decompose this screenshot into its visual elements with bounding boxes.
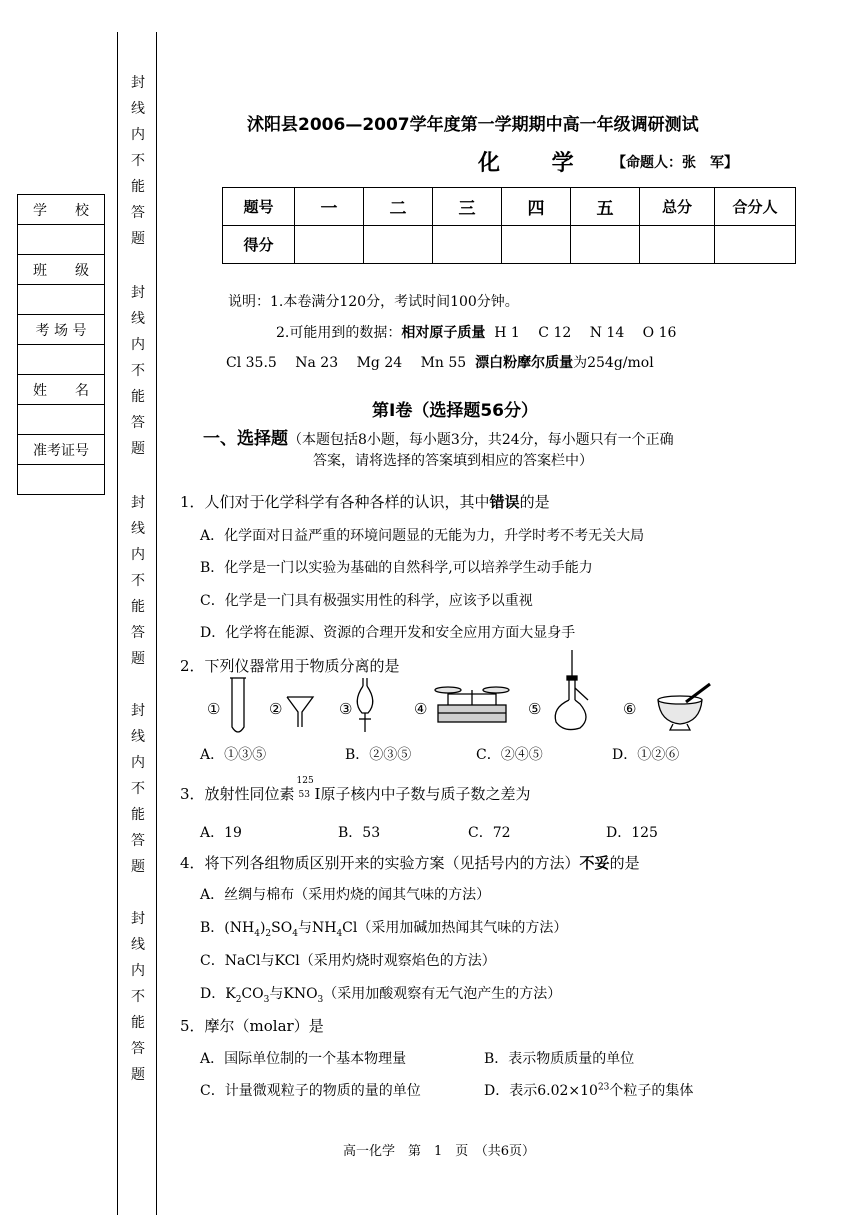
seal-char: 能: [131, 179, 145, 195]
score-input[interactable]: [295, 226, 364, 264]
formula-sub: 2: [235, 994, 242, 1005]
seal-char: 线: [131, 521, 145, 537]
formula-part: 与NH: [297, 920, 337, 936]
score-input[interactable]: [502, 226, 571, 264]
formula-part: Cl（采用加碱加热闻其气味的方法）: [342, 920, 568, 936]
student-info-box: [17, 194, 105, 495]
formula-part: B．(NH: [200, 920, 255, 936]
seal-char: 线: [131, 311, 145, 327]
seal-char: 线: [131, 101, 145, 117]
mass-number: 125: [296, 776, 314, 786]
q4-option-a[interactable]: A．丝绸与棉布（采用灼烧的闻其气味的方法）: [200, 887, 491, 903]
q2-label-1: ①: [207, 700, 221, 718]
seal-group: [128, 280, 148, 462]
seal-char: 内: [131, 337, 145, 353]
score-input[interactable]: [364, 226, 433, 264]
note-values: Cl 35.5 Na 23 Mg 24 Mn 55: [226, 355, 467, 371]
element-symbol: I: [314, 785, 321, 803]
seal-char: 线: [131, 937, 145, 953]
q3-option-c[interactable]: C．72: [468, 825, 511, 841]
q1-option-b[interactable]: B．化学是一门以实验为基础的自然科学,可以培养学生动手能力: [200, 560, 593, 576]
score-header-row: [223, 188, 796, 226]
seal-char: 答: [131, 1041, 145, 1057]
seal-char: 答: [131, 833, 145, 849]
score-cell: 总分: [640, 188, 715, 226]
q2-option-c[interactable]: C．②④⑤: [476, 747, 543, 763]
note-bold: 相对原子质量: [401, 325, 486, 341]
seal-char: 内: [131, 127, 145, 143]
name-label: 姓 名: [18, 375, 105, 405]
isotope-notation: [296, 776, 314, 800]
score-value-row: [223, 226, 796, 264]
q2-stem: 2．下列仪器常用于物质分离的是: [180, 657, 400, 675]
seal-group: [128, 490, 148, 672]
page-footer: 高一化学 第 1 页 （共6页）: [343, 1144, 536, 1159]
seal-char: 封: [131, 75, 145, 91]
seal-char: 不: [131, 363, 145, 379]
class-field[interactable]: [18, 285, 105, 315]
q5-option-d[interactable]: [484, 1080, 693, 1100]
seal-char: 封: [131, 285, 145, 301]
seal-char: 能: [131, 807, 145, 823]
funnel-icon: [287, 697, 313, 727]
seal-char: 题: [131, 231, 145, 247]
q4-option-c[interactable]: C．NaCl与KCl（采用灼烧时观察焰色的方法）: [200, 953, 496, 969]
formula-sub: 4: [292, 928, 298, 939]
q3-option-a[interactable]: A．19: [200, 825, 242, 841]
exam-room-field[interactable]: [18, 345, 105, 375]
q5-stem: 5．摩尔（molar）是: [180, 1017, 324, 1035]
seal-char: 能: [131, 389, 145, 405]
distillation-flask-icon: [555, 650, 588, 730]
author-line: 【命题人：张 军】: [612, 155, 738, 171]
formula-part: 与KNO: [269, 986, 318, 1002]
score-input[interactable]: [715, 226, 796, 264]
q2-option-d[interactable]: D．①②⑥: [612, 747, 680, 763]
note-line-2: [276, 322, 676, 342]
score-cell: 一: [295, 188, 364, 226]
q4-option-d[interactable]: [200, 983, 561, 1005]
seal-char: 能: [131, 1015, 145, 1031]
q1-stem-bold: 错误: [489, 493, 520, 511]
score-cell: 三: [433, 188, 502, 226]
exponent: 23: [597, 1082, 610, 1093]
q3-option-b[interactable]: B．53: [338, 825, 381, 841]
seal-char: 答: [131, 205, 145, 221]
part-header: [203, 424, 674, 449]
seal-char: 内: [131, 755, 145, 771]
atomic-number: 53: [298, 790, 310, 800]
seal-char: 不: [131, 573, 145, 589]
score-cell: 题号: [223, 188, 295, 226]
binding-line-right: [156, 32, 157, 1215]
q5-option-b[interactable]: B．表示物质质量的单位: [484, 1051, 635, 1067]
note-bold: 漂白粉摩尔质量: [475, 355, 574, 371]
score-input[interactable]: [571, 226, 640, 264]
seal-char: 答: [131, 625, 145, 641]
q1-stem-b: 的是: [519, 493, 550, 511]
seal-char: 封: [131, 495, 145, 511]
q3-option-d[interactable]: D．125: [606, 825, 658, 841]
seal-char: 题: [131, 651, 145, 667]
seal-char: 题: [131, 441, 145, 457]
formula-part: D．K: [200, 986, 236, 1002]
formula-sub: 3: [317, 994, 324, 1005]
q1-stem: [180, 491, 550, 512]
seal-char: 内: [131, 963, 145, 979]
class-label: 班 级: [18, 255, 105, 285]
q3-stem-a: 3．放射性同位素: [180, 785, 295, 803]
seal-char: 线: [131, 729, 145, 745]
q3-stem: [180, 776, 531, 804]
formula-sub: 4: [254, 928, 260, 939]
seal-group: [128, 906, 148, 1088]
seal-char: 内: [131, 547, 145, 563]
q3-stem-b: 原子核内中子数与质子数之差为: [320, 785, 531, 803]
q1-option-d[interactable]: D．化学将在能源、资源的合理开发和安全应用方面大显身手: [200, 625, 576, 641]
exam-room-label: 考 场 号: [18, 315, 105, 345]
section-title: 第Ⅰ卷（选择题56分）: [372, 401, 538, 421]
seal-char: 封: [131, 911, 145, 927]
q2-label-5: ⑤: [528, 700, 542, 718]
q1-option-a[interactable]: A．化学面对日益严重的环境问题显的无能为力，升学时考不考无关大局: [200, 528, 645, 544]
q2-label-6: ⑥: [623, 700, 637, 718]
q2-label-2: ②: [269, 700, 283, 718]
score-cell: 二: [364, 188, 433, 226]
q2-label-4: ④: [414, 700, 428, 718]
seal-char: 不: [131, 153, 145, 169]
exam-id-field[interactable]: [18, 465, 105, 495]
balance-scale-icon: [435, 687, 509, 722]
formula-part: SO: [271, 920, 293, 936]
subject-title: 化 学: [478, 151, 596, 176]
exam-title: 沭阳县2006—2007学年度第一学期期中高一年级调研测试: [247, 115, 699, 135]
note-line-3: [226, 352, 654, 372]
q1-stem-a: 1．人们对于化学科学有各种各样的认识，其中: [180, 493, 490, 511]
score-cell: 五: [571, 188, 640, 226]
part-desc: （本题包括8小题，每小题3分，共24分，每小题只有一个正确: [288, 432, 674, 448]
q2-option-a[interactable]: A．①③⑤: [200, 747, 267, 763]
mortar-pestle-icon: [658, 684, 710, 730]
seal-char: 封: [131, 703, 145, 719]
seal-group: [128, 70, 148, 252]
test-tube-icon: [230, 678, 246, 732]
note-line-1: 说明：1.本卷满分120分，考试时间100分钟。: [228, 294, 519, 310]
note-tail: 为254g/mol: [573, 355, 654, 371]
formula-part: ): [259, 920, 266, 936]
option-part: D．表示6.02×10: [484, 1083, 598, 1099]
q5-option-a[interactable]: A．国际单位制的一个基本物理量: [200, 1051, 407, 1067]
formula-sub: 2: [265, 928, 272, 939]
q5-option-c[interactable]: C．计量微观粒子的物质的量的单位: [200, 1083, 421, 1099]
score-row-label: 得分: [223, 226, 295, 264]
exam-id-label: 准考证号: [18, 435, 105, 465]
score-cell: 合分人: [715, 188, 796, 226]
q4-stem-b: 的是: [609, 854, 640, 872]
seal-group: [128, 698, 148, 880]
seal-char: 不: [131, 781, 145, 797]
formula-sub: 4: [336, 928, 343, 939]
school-label: 学 校: [18, 195, 105, 225]
binding-line-left: [117, 32, 118, 1215]
formula-sub: 3: [263, 994, 270, 1005]
seal-char: 题: [131, 859, 145, 875]
q2-option-b[interactable]: B．②③⑤: [345, 747, 412, 763]
school-field[interactable]: [18, 225, 105, 255]
score-table: [222, 187, 796, 264]
part-label: 一、选择题: [203, 429, 288, 449]
score-input[interactable]: [640, 226, 715, 264]
formula-part: （采用加酸观察有无气泡产生的方法）: [323, 986, 562, 1002]
separatory-funnel-icon: [357, 678, 373, 732]
part-desc-2: 答案，请将选择的答案填到相应的答案栏中）: [313, 453, 593, 469]
seal-char: 不: [131, 989, 145, 1005]
q4-stem-bold: 不妥: [579, 854, 610, 872]
q4-option-b[interactable]: [200, 917, 567, 939]
seal-char: 答: [131, 415, 145, 431]
score-cell: 四: [502, 188, 571, 226]
seal-char: 题: [131, 1067, 145, 1083]
note-values: H 1 C 12 N 14 O 16: [494, 325, 677, 341]
name-field[interactable]: [18, 405, 105, 435]
option-part: 个粒子的集体: [609, 1083, 694, 1099]
note-prefix: 2.可能用到的数据：: [276, 325, 402, 341]
q1-option-c[interactable]: C．化学是一门具有极强实用性的科学，应该予以重视: [200, 593, 533, 609]
seal-char: 能: [131, 599, 145, 615]
q4-stem: [180, 852, 640, 873]
formula-part: CO: [241, 986, 264, 1002]
q2-label-3: ③: [339, 700, 353, 718]
q4-stem-a: 4．将下列各组物质区别开来的实验方案（见括号内的方法）: [180, 854, 580, 872]
score-input[interactable]: [433, 226, 502, 264]
